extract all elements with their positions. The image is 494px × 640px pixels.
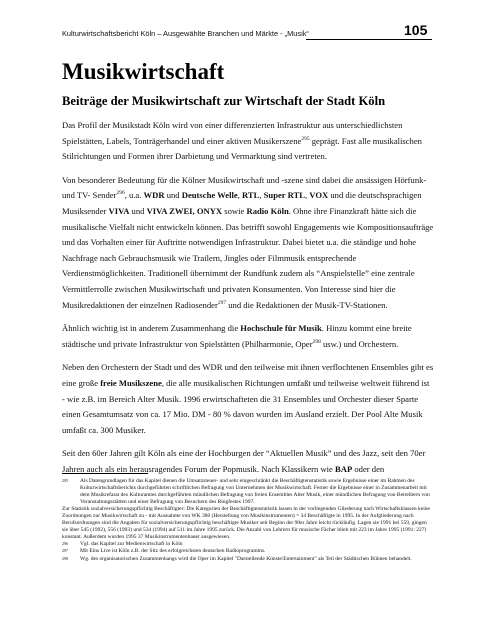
footnotes xyxy=(62,478,434,563)
running-head: Kulturwirtschaftsbericht Köln – Ausgewählte Branchen und Märkte - „Musik“ xyxy=(62,29,309,38)
footnote-295 xyxy=(62,478,434,506)
footnote-text: Als Datengrundlagen für das Kapitel dienen die Umsatzsteuer- und sehr eingeschränkt die Beschäftigtenstatistik sowie Ergebnisse einer im Rahmen des Kulturwirtschaftsberichts durchgeführten schriftlichen Befragung von Unternehmen der Musikwirtschaft. Ferner die Ergebnisse einer in Zusammenarbeit mit dem Musikrefarat des Kulturamtes durchgeführten mündlichen Befragung von freien Ensembles Alter Musik, einer mündlichen Befragung von Betreibern von Veranstaltungsstätten und einer Befragung von Besuchern des Ringfestes 1997. xyxy=(80,478,430,506)
section-title: Beiträge der Musikwirtschaft zur Wirtschaft der Stadt Köln xyxy=(62,94,386,108)
footnote-mark: 296 xyxy=(62,541,68,547)
footnote-text: Mit Eins Live ist Köln z.B. der Sitz des erfolgreichsten deutschen Radioprogramms. xyxy=(80,548,266,555)
paragraph-4: Neben den Orchestern der Stadt und des WDR und den teilweise mit ihnen verflochtenen Ensembles gibt es eine große freie Musikszene, die alle musikalischen Richtungen umfaßt und teilweise weltweit führend ist - wie z.B. im Bereich Alter Musik. 1996 erwirtschafteten die 31 Ensembles und Orchester dieser Sparte einen Gesamtumsatz von ca. 17 Mio. DM - 80 % davon wurden im Ausland erzielt. Der Pool Alte Musik umfaßt ca. 300 Musiker. xyxy=(62,362,434,435)
page-number: 105 xyxy=(404,22,428,38)
footnote-297 xyxy=(62,548,434,555)
footnote-ref-297[interactable]: 297 xyxy=(217,299,227,306)
footnote-ref-296[interactable]: 296 xyxy=(116,190,125,197)
paragraph-5: Seit den 60er Jahren gilt Köln als eine der Hochburgen der “Aktuellen Musik” und des Jazz, seit den 70er Jahren auch als ein herausragendes Forum der Popmusik. Nach Klassikern wie BAP oder den xyxy=(62,448,426,474)
footnote-295-continuation: Zur Statistik sozialversicherungspflichtig Beschäftigter: Die Kategorien der Beschäftigtenstatistik lassen in der vorliegenden Gliederung nach Wirtschaftsklassen keine Zuordnungen zur Musikwirtschaft zu - mit Ausnahme von WK 380 (Herstellung von Musikinstrumenten) = 34 Beschäftigte in 1995. In der Aufgliederung nach Berufsordnungen sind die Angaben für sozialversicherungspflichtig beschäftigte Musiker seit Beginn der 90er Jahre leicht rückläufig. Lagen sie 1991 bei 559, gingen sie über 545 (1992), 556 (1993) und 534 (1994) auf 511 im Jahre 1995 zurück. Die Anzahl von Lehrern für musische Fächer blieb mit 223 im Jahre 1995 (1991: 227) konstant. Außerdem wurden 1995 37 Musikinstrumentenbauer ausgewiesen. xyxy=(62,506,430,541)
broadcaster-name: Super RTL xyxy=(263,190,305,201)
footnote-mark: 298 xyxy=(62,555,68,561)
institution-name: Hochschule für Musik xyxy=(240,323,322,334)
footnote-text: Wg. des organisatorischen Zusammenhangs wird die Oper im Kapitel "Darstellende Künste/Entertainment" als Teil der Städtischen Bühnen behandelt. xyxy=(80,555,412,562)
footnote-rule xyxy=(62,473,148,474)
body-text xyxy=(62,118,434,485)
footnote-mark: 295 xyxy=(62,478,68,483)
footnote-298 xyxy=(62,556,434,563)
broadcaster-name: RTL xyxy=(241,190,260,201)
broadcaster-name: Deutsche Welle xyxy=(181,190,238,201)
broadcaster-name: Radio Köln xyxy=(246,205,289,216)
broadcaster-name: VIVA ZWEI, ONYX xyxy=(146,205,223,216)
broadcaster-name: VIVA xyxy=(108,205,130,216)
paragraph-3: Ähnlich wichtig ist in anderem Zusammenhang die Hochschule für Musik. Hinzu kommt eine breite städtische und private Infrastruktur von Spielstätten (Philharmonie, Oper$^{298}$ usw.) und Orchestern. xyxy=(62,323,412,349)
broadcaster-name: WDR xyxy=(143,190,165,201)
paragraph-1: Das Profil der Musikstadt Köln wird von einer differenzierten Infrastruktur aus unterschiedlichsten Spielstätten, Labels, Tonträgerhandel und einer aktiven Musikerszene$^{295}$ geprägt. Fast alle musikalischen Stilrichtungen und Formen ihrer Darbietung und Vermarktung sind vertreten. xyxy=(62,120,422,162)
band-name: BAP xyxy=(335,463,353,474)
broadcaster-name: VOX xyxy=(309,190,329,201)
footnote-ref-295[interactable]: 295 xyxy=(301,135,310,142)
footnote-text: Vgl. das Kapitel zur Medienwirtschaft in Köln xyxy=(80,541,183,548)
footnote-ref-298[interactable]: 298 xyxy=(312,338,321,345)
footnote-mark: 297 xyxy=(62,548,68,554)
emphasis-term: freie Musikszene xyxy=(100,377,162,388)
paragraph-2: Von besonderer Bedeutung für die Kölner Musikwirtschaft und -szene sind dabei die ansässigen Hörfunk- und TV- Sender$^{296}$, u.a. WDR und Deutsche Welle, RTL, Super RTL, VOX und die deutschsprachigen Musiksender VIVA und VIVA ZWEI, ONYX sowie Radio Köln. Ohne ihre Finanzkraft hätte sich die musikalische Vielfalt nicht entwickeln können. Das betrifft sowohl Engagements wie Kompositionsaufträge und das Vorhalten einer für Auftritte notwendigen Infrastruktur. Dabei bietet u.a. die ständige und hohe Nachfrage nach Gebrauchsmusik wie Trailern, Jingles oder Filmmusik entsprechende Verdienstmöglichkeiten. Traditionell übernimmt der Rundfunk zudem als “Anspielstelle” eine zentrale Vermittlerrolle zwischen Musikwirtschaft und privaten Konsumenten. Von Interesse sind hier die Musikredaktionen der einzelnen Radiosender$^{297}$ und die Redaktionen der Musik-TV-Stationen. xyxy=(62,174,434,310)
chapter-title: Musikwirtschaft xyxy=(62,59,225,84)
header-rule xyxy=(306,39,432,40)
